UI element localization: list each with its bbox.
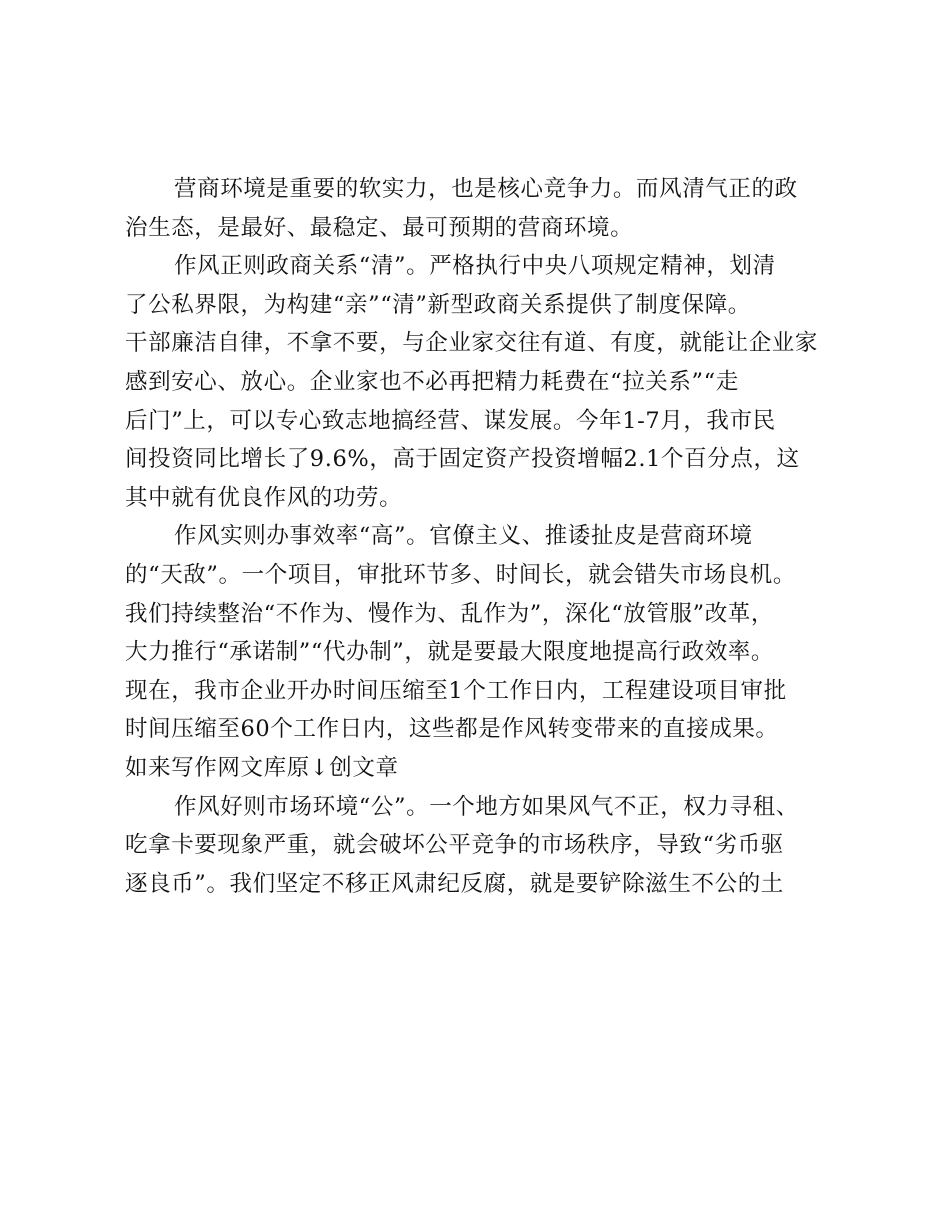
text-line: 吃拿卡要现象严重，就会破坏公平竞争的市场秩序，导致“劣币驱 xyxy=(125,832,784,859)
paragraph-clean-relations xyxy=(125,247,845,517)
document-body xyxy=(125,170,845,903)
text-line: 作风正则政商关系“清”。严格执行中央八项规定精神，划清 xyxy=(174,253,776,280)
text-line: 后门”上，可以专心致志地搞经营、谋发展。今年1-7月，我市民 xyxy=(125,407,776,434)
text-line: 干部廉洁自律，不拿不要，与企业家交往有道、有度，就能让企业家 xyxy=(125,330,819,357)
text-line: 营商环境是重要的软实力，也是核心竞争力。而风清气正的政 xyxy=(174,176,798,202)
text-line: 其中就有优良作风的功劳。 xyxy=(125,484,403,511)
text-line: 时间压缩至60个工作日内，这些都是作风转变带来的直接成果。 xyxy=(125,716,779,743)
text-line: 间投资同比增长了9.6%，高于固定资产投资增幅2.1个百分点，这 xyxy=(125,446,800,473)
text-line: 我们持续整治“不作为、慢作为、乱作为”，深化“放管服”改革， xyxy=(125,600,775,627)
paragraph-market-fairness xyxy=(125,788,845,904)
text-line: 逐良币”。我们坚定不移正风肃纪反腐，就是要铲除滋生不公的土 xyxy=(125,870,784,897)
text-line: 了公私界限，为构建“亲”“清”新型政商关系提供了制度保障。 xyxy=(125,291,751,318)
paragraph-intro xyxy=(125,170,845,247)
text-line: 感到安心、放心。企业家也不必再把精力耗费在“拉关系”“走 xyxy=(125,368,739,395)
text-line: 作风实则办事效率“高”。官僚主义、推诿扯皮是营商环境 xyxy=(174,523,753,550)
text-line: 大力推行“承诺制”“代办制”，就是要最大限度地提高行政效率。 xyxy=(125,639,775,666)
paragraph-efficiency xyxy=(125,517,845,749)
text-line: 的“天敌”。一个项目，审批环节多、时间长，就会错失市场良机。 xyxy=(125,561,797,588)
text-line: 作风好则市场环境“公”。一个地方如果风气不正，权力寻租、 xyxy=(174,793,799,820)
text-line: 治生态，是最好、最稳定、最可预期的营商环境。 xyxy=(125,214,634,241)
source-note xyxy=(125,749,845,788)
source-note-text: 如来写作网文库原↓创文章 xyxy=(125,754,399,781)
text-line: 现在，我市企业开办时间压缩至1个工作日内，工程建设项目审批 xyxy=(125,677,787,704)
